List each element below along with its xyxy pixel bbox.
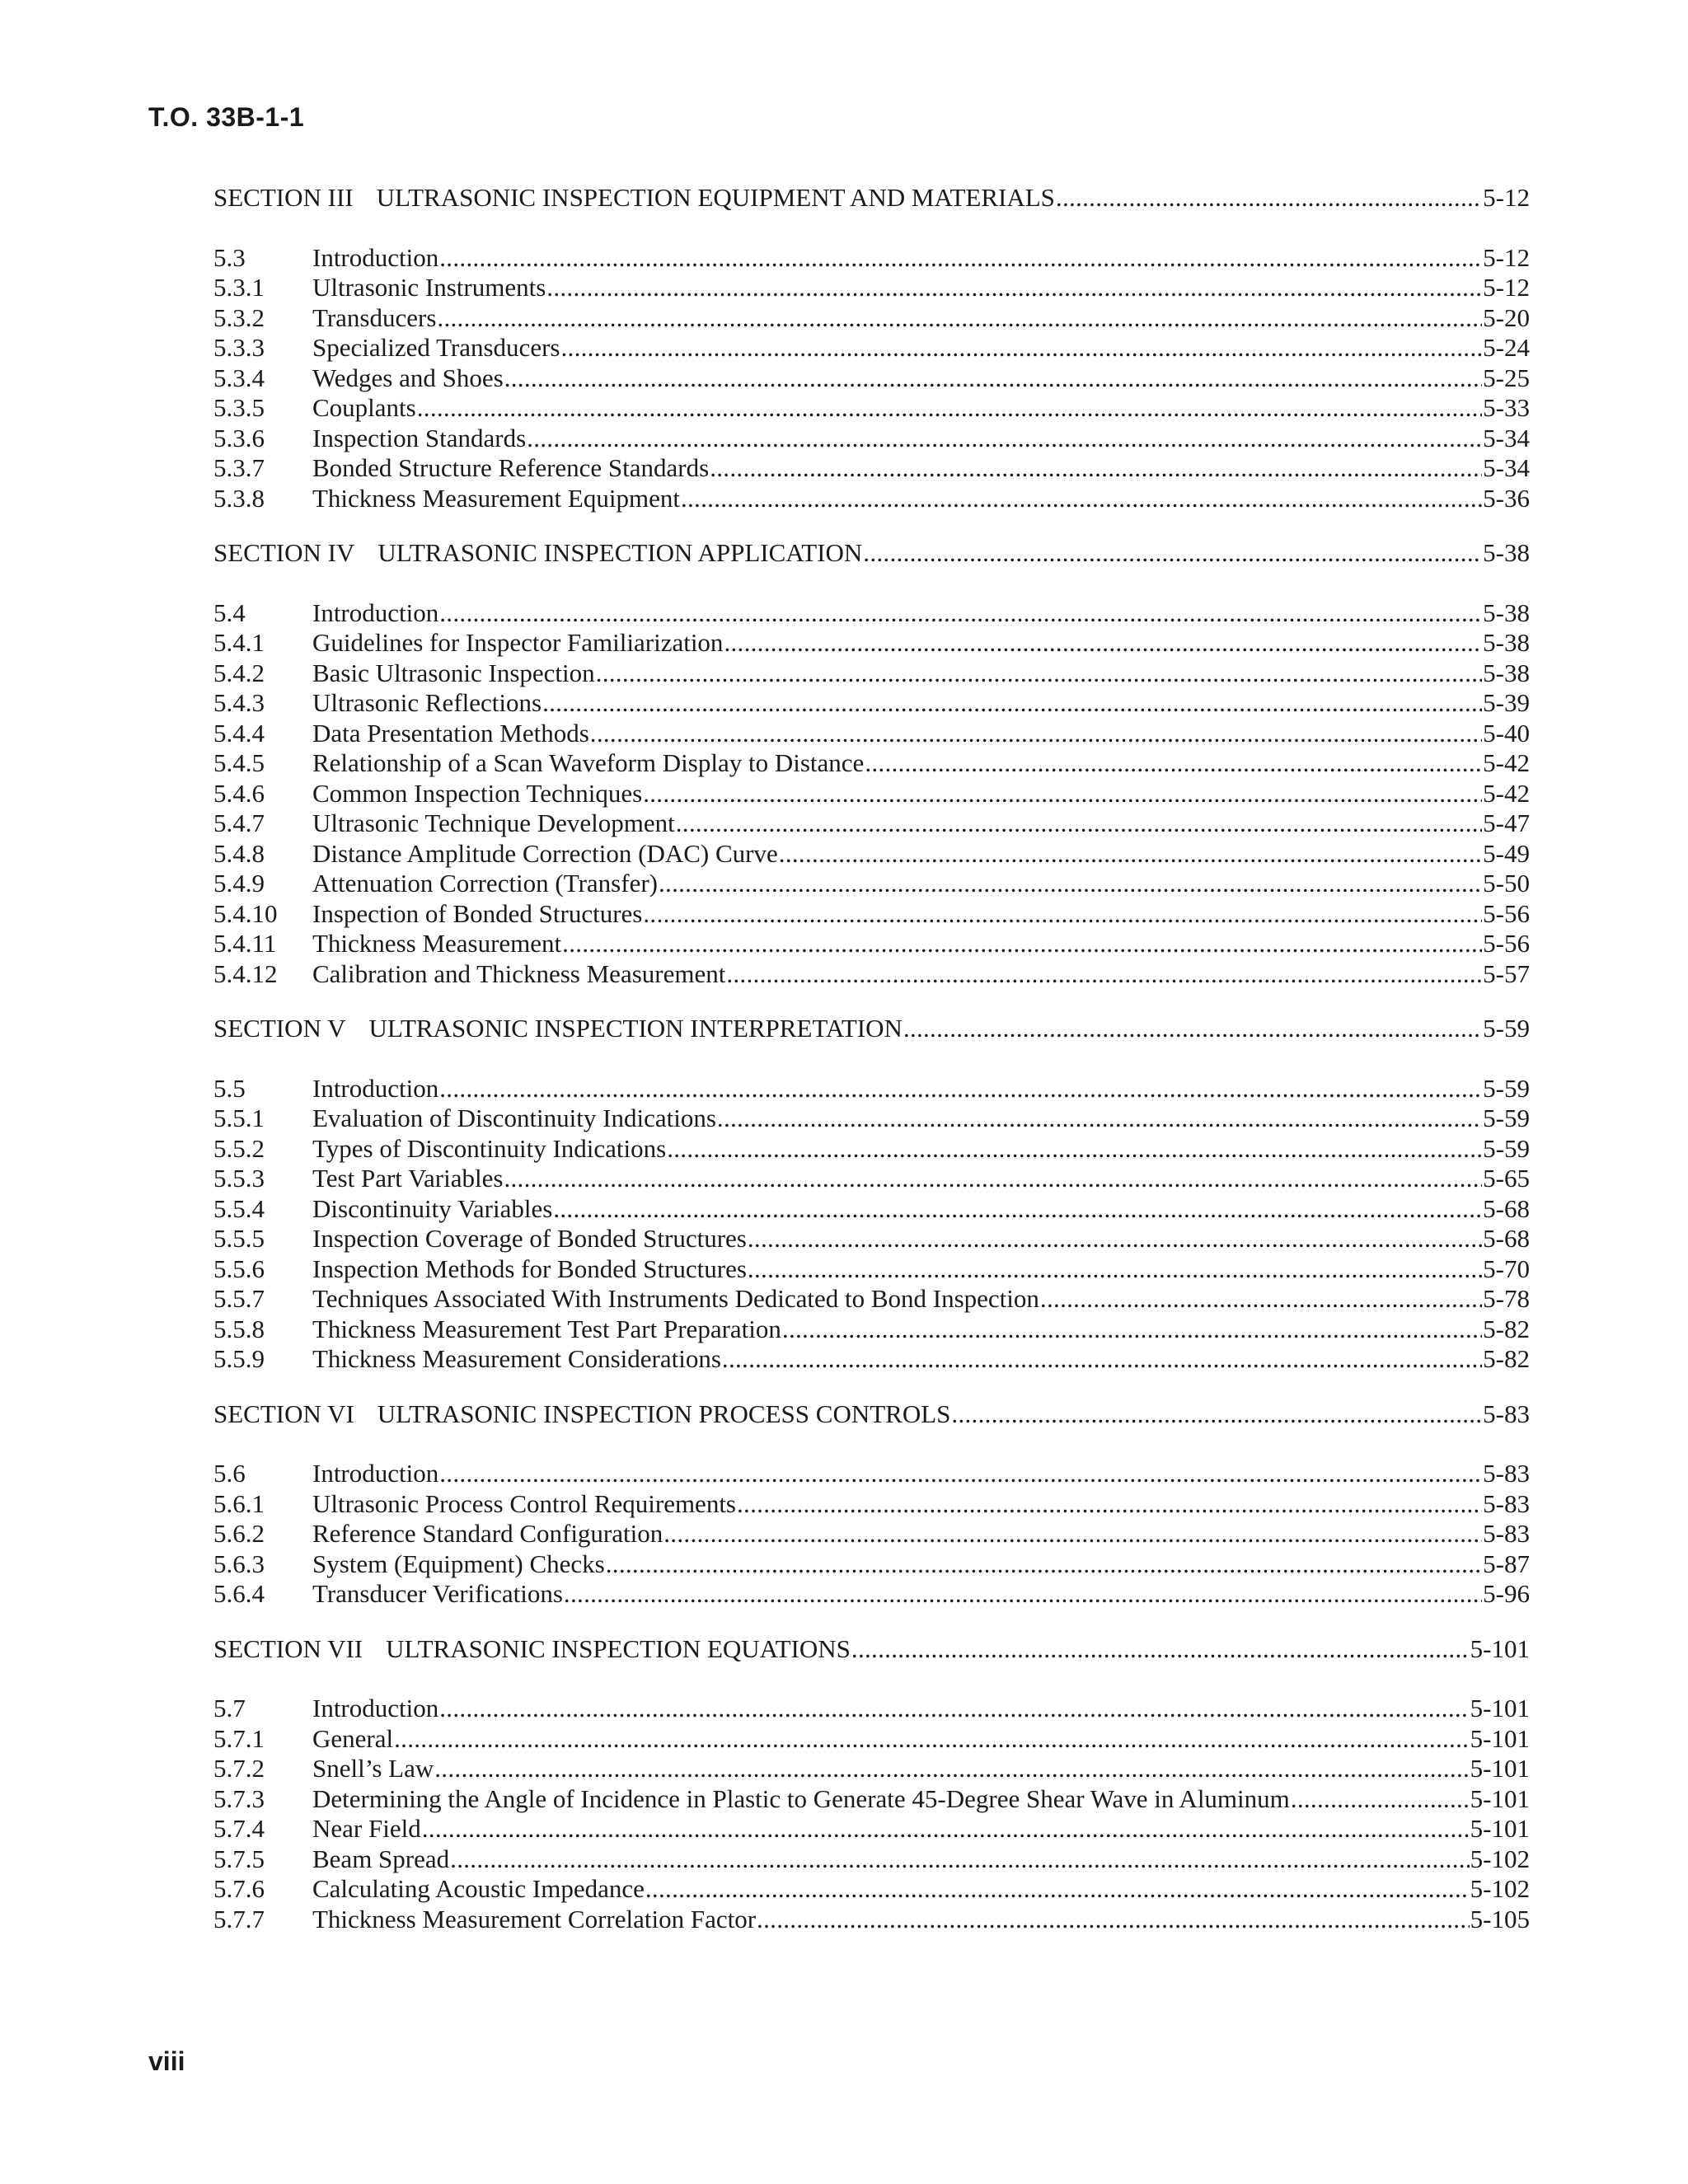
toc-entry[interactable] bbox=[213, 484, 1530, 514]
entry-title: Ultrasonic Instruments bbox=[312, 273, 546, 302]
toc-entry[interactable] bbox=[213, 869, 1530, 899]
section-label: SECTION VI bbox=[213, 1399, 354, 1428]
entry-number: 5.5.5 bbox=[213, 1224, 265, 1253]
toc-entry[interactable] bbox=[213, 628, 1530, 658]
entry-page: 5-40 bbox=[1483, 718, 1530, 748]
dot-leader bbox=[422, 1814, 1470, 1844]
entry-page: 5-42 bbox=[1483, 778, 1530, 808]
entry-page: 5-12 bbox=[1483, 242, 1530, 272]
entry-page: 5-12 bbox=[1483, 273, 1530, 302]
dot-leader bbox=[606, 1549, 1482, 1580]
dot-leader bbox=[542, 688, 1482, 719]
entry-title: Test Part Variables bbox=[312, 1164, 504, 1193]
toc-entry[interactable] bbox=[213, 1134, 1530, 1165]
section-page: 5-83 bbox=[1483, 1399, 1530, 1428]
entry-page: 5-96 bbox=[1483, 1579, 1530, 1608]
dot-leader bbox=[417, 393, 1482, 424]
dot-leader bbox=[667, 1134, 1482, 1165]
entry-page: 5-68 bbox=[1483, 1193, 1530, 1223]
entry-page: 5-25 bbox=[1483, 363, 1530, 392]
dot-leader bbox=[951, 1399, 1482, 1430]
dot-leader bbox=[748, 1224, 1482, 1254]
toc-entry[interactable] bbox=[213, 1784, 1530, 1815]
entry-page: 5-20 bbox=[1483, 302, 1530, 332]
toc-entry[interactable] bbox=[213, 1844, 1530, 1875]
section-title: ULTRASONIC INSPECTION INTERPRETATION bbox=[368, 1014, 903, 1043]
entry-number: 5.3.6 bbox=[213, 423, 265, 452]
toc-entry[interactable] bbox=[213, 424, 1530, 454]
entry-page: 5-33 bbox=[1483, 393, 1530, 422]
dot-leader bbox=[504, 363, 1482, 394]
entry-title: Discontinuity Variables bbox=[312, 1193, 553, 1223]
dot-leader bbox=[504, 1164, 1482, 1194]
toc-entry[interactable] bbox=[213, 1579, 1530, 1610]
entry-title: Calibration and Thickness Measurement bbox=[312, 958, 726, 988]
entry-number: 5.6.1 bbox=[213, 1488, 265, 1518]
entry-number: 5.4.11 bbox=[213, 929, 277, 958]
entry-page: 5-49 bbox=[1483, 838, 1530, 868]
dot-leader bbox=[748, 1254, 1482, 1285]
dot-leader bbox=[851, 1634, 1470, 1665]
entry-title: Determining the Angle of Incidence in Plastic to Generate 45-Degree Shear Wave in Aluminum bbox=[312, 1783, 1290, 1813]
dot-leader bbox=[726, 959, 1482, 990]
toc-entry[interactable] bbox=[213, 719, 1530, 749]
entry-page: 5-47 bbox=[1483, 808, 1530, 837]
section-title: ULTRASONIC INSPECTION APPLICATION bbox=[377, 538, 863, 567]
dot-leader bbox=[1056, 183, 1482, 213]
dot-leader bbox=[865, 748, 1482, 779]
dot-leader bbox=[596, 658, 1483, 689]
entry-title: Calculating Acoustic Impedance bbox=[312, 1874, 645, 1903]
toc-entry[interactable] bbox=[213, 748, 1530, 779]
entry-title: Inspection Coverage of Bonded Structures bbox=[312, 1224, 747, 1253]
entry-page: 5-34 bbox=[1483, 453, 1530, 482]
toc-section bbox=[213, 183, 1530, 513]
entry-title: Techniques Associated With Instruments Dedicated to Bond Inspection bbox=[312, 1284, 1039, 1313]
entry-page: 5-101 bbox=[1470, 1814, 1530, 1843]
toc-entry[interactable] bbox=[213, 688, 1530, 719]
entry-title: Thickness Measurement Equipment bbox=[312, 483, 680, 513]
toc-entry[interactable] bbox=[213, 333, 1530, 363]
toc-entry[interactable] bbox=[213, 1254, 1530, 1285]
toc-entry[interactable] bbox=[213, 303, 1530, 334]
entry-page: 5-101 bbox=[1470, 1694, 1530, 1722]
dot-leader bbox=[659, 869, 1482, 899]
toc-entry[interactable] bbox=[213, 1489, 1530, 1520]
toc-section bbox=[213, 538, 1530, 989]
entry-number: 5.3.8 bbox=[213, 483, 265, 513]
dot-leader bbox=[560, 333, 1482, 363]
dot-leader bbox=[779, 839, 1482, 869]
entry-number: 5.7.7 bbox=[213, 1904, 265, 1933]
entry-number: 5.4.3 bbox=[213, 688, 265, 717]
section-heading[interactable] bbox=[213, 1014, 1530, 1044]
section-heading[interactable] bbox=[213, 183, 1530, 213]
entry-title: Inspection Standards bbox=[312, 423, 527, 452]
entry-number: 5.3.3 bbox=[213, 333, 265, 362]
toc-entry[interactable] bbox=[213, 1754, 1530, 1784]
entry-page: 5-38 bbox=[1483, 598, 1530, 627]
section-page: 5-38 bbox=[1483, 538, 1530, 567]
dot-leader bbox=[663, 1519, 1482, 1549]
toc-entry[interactable] bbox=[213, 363, 1530, 394]
entry-title: Thickness Measurement Test Part Preparation bbox=[312, 1314, 781, 1343]
entry-title: Inspection of Bonded Structures bbox=[312, 898, 643, 928]
toc-entry[interactable] bbox=[213, 1284, 1530, 1315]
toc-entry[interactable] bbox=[213, 779, 1530, 809]
entry-number: 5.4.2 bbox=[213, 658, 265, 687]
dot-leader bbox=[546, 273, 1482, 303]
entry-page: 5-59 bbox=[1483, 1073, 1530, 1103]
entry-title: Evaluation of Discontinuity Indications bbox=[312, 1104, 716, 1132]
entry-title: Common Inspection Techniques bbox=[312, 778, 643, 808]
section-label: SECTION III bbox=[213, 183, 354, 212]
toc-section bbox=[213, 1634, 1530, 1935]
dot-leader bbox=[590, 719, 1482, 749]
entry-page: 5-68 bbox=[1483, 1224, 1530, 1253]
toc-entry[interactable] bbox=[213, 899, 1530, 930]
entry-number: 5.5.4 bbox=[213, 1193, 265, 1223]
entry-number: 5.4.7 bbox=[213, 808, 265, 837]
entry-title: Inspection Methods for Bonded Structures bbox=[312, 1254, 747, 1283]
dot-leader bbox=[450, 1844, 1470, 1875]
page-number: viii bbox=[148, 2046, 185, 2076]
entry-number: 5.7.4 bbox=[213, 1814, 265, 1843]
entry-number: 5.6.3 bbox=[213, 1549, 265, 1578]
toc-entry[interactable] bbox=[213, 393, 1530, 424]
entry-page: 5-87 bbox=[1483, 1549, 1530, 1578]
entry-number: 5.5.8 bbox=[213, 1314, 265, 1343]
entry-title: Ultrasonic Process Control Requirements bbox=[312, 1488, 736, 1518]
entry-number: 5.4.8 bbox=[213, 838, 265, 868]
section-label: SECTION VII bbox=[213, 1633, 363, 1663]
section-title: ULTRASONIC INSPECTION EQUIPMENT AND MATERIALS bbox=[376, 183, 1055, 212]
entry-number: 5.5 bbox=[213, 1073, 246, 1103]
entry-title: Introduction bbox=[312, 1694, 439, 1722]
entry-page: 5-70 bbox=[1483, 1254, 1530, 1283]
dot-leader bbox=[439, 1459, 1482, 1489]
entry-title: General bbox=[312, 1723, 394, 1753]
toc-entry[interactable] bbox=[213, 598, 1530, 629]
entry-page: 5-82 bbox=[1483, 1344, 1530, 1373]
section-title: ULTRASONIC INSPECTION PROCESS CONTROLS bbox=[377, 1399, 951, 1428]
toc-entry[interactable] bbox=[213, 1724, 1530, 1755]
entry-number: 5.5.1 bbox=[213, 1104, 265, 1132]
entry-page: 5-101 bbox=[1470, 1754, 1530, 1783]
entry-number: 5.7 bbox=[213, 1694, 246, 1722]
entry-number: 5.4.4 bbox=[213, 718, 265, 748]
toc-entry[interactable] bbox=[213, 1074, 1530, 1104]
entry-number: 5.7.5 bbox=[213, 1844, 265, 1873]
entry-number: 5.3.5 bbox=[213, 393, 265, 422]
entry-number: 5.5.6 bbox=[213, 1254, 265, 1283]
entry-page: 5-83 bbox=[1483, 1519, 1530, 1548]
dot-leader bbox=[437, 303, 1482, 334]
toc-entry[interactable] bbox=[213, 1814, 1530, 1844]
dot-leader bbox=[439, 1074, 1482, 1104]
toc-entry[interactable] bbox=[213, 1694, 1530, 1724]
dot-leader bbox=[527, 424, 1482, 454]
toc-entry[interactable] bbox=[213, 1459, 1530, 1489]
table-of-contents bbox=[213, 183, 1530, 1934]
section-title: ULTRASONIC INSPECTION EQUATIONS bbox=[386, 1633, 851, 1663]
dot-leader bbox=[724, 628, 1482, 658]
dot-leader bbox=[553, 1194, 1482, 1225]
entry-title: Introduction bbox=[312, 242, 439, 272]
entry-title: Thickness Measurement bbox=[312, 929, 562, 958]
entry-number: 5.7.3 bbox=[213, 1783, 265, 1813]
entry-title: Snell’s Law bbox=[312, 1754, 434, 1783]
toc-entry[interactable] bbox=[213, 1549, 1530, 1580]
entry-title: Couplants bbox=[312, 393, 416, 422]
toc-entry[interactable] bbox=[213, 839, 1530, 869]
entry-page: 5-39 bbox=[1483, 688, 1530, 717]
entry-number: 5.4.10 bbox=[213, 898, 278, 928]
entry-number: 5.3 bbox=[213, 242, 246, 272]
toc-entry[interactable] bbox=[213, 1519, 1530, 1549]
toc-entry[interactable] bbox=[213, 1874, 1530, 1905]
toc-section bbox=[213, 1014, 1530, 1375]
toc-section bbox=[213, 1399, 1530, 1610]
section-heading[interactable] bbox=[213, 538, 1530, 569]
entry-page: 5-38 bbox=[1483, 658, 1530, 687]
entry-number: 5.5.9 bbox=[213, 1344, 265, 1373]
dot-leader bbox=[717, 1104, 1482, 1134]
entry-title: Introduction bbox=[312, 1459, 439, 1488]
dot-leader bbox=[562, 929, 1482, 959]
entry-page: 5-59 bbox=[1483, 1104, 1530, 1132]
entry-title: Basic Ultrasonic Inspection bbox=[312, 658, 595, 687]
entry-title: Transducer Verifications bbox=[312, 1579, 563, 1608]
entry-page: 5-83 bbox=[1483, 1459, 1530, 1488]
entry-page: 5-102 bbox=[1470, 1874, 1530, 1903]
toc-entry[interactable] bbox=[213, 1224, 1530, 1254]
entry-number: 5.4.5 bbox=[213, 748, 265, 777]
entry-number: 5.6.2 bbox=[213, 1519, 265, 1548]
entry-title: Distance Amplitude Correction (DAC) Curve bbox=[312, 838, 778, 868]
entry-number: 5.7.1 bbox=[213, 1723, 265, 1753]
entry-title: Thickness Measurement Considerations bbox=[312, 1344, 721, 1373]
entry-page: 5-102 bbox=[1470, 1844, 1530, 1873]
toc-entry[interactable] bbox=[213, 1905, 1530, 1935]
section-heading[interactable] bbox=[213, 1399, 1530, 1430]
entry-number: 5.4.9 bbox=[213, 869, 265, 898]
toc-entry[interactable] bbox=[213, 1315, 1530, 1345]
toc-entry[interactable] bbox=[213, 1164, 1530, 1194]
entry-number: 5.3.1 bbox=[213, 273, 265, 302]
dot-leader bbox=[757, 1905, 1470, 1935]
entry-title: Attenuation Correction (Transfer) bbox=[312, 869, 658, 898]
entry-title: Reference Standard Configuration bbox=[312, 1519, 663, 1548]
entry-title: Bonded Structure Reference Standards bbox=[312, 453, 710, 482]
entry-title: Relationship of a Scan Waveform Display to Distance bbox=[312, 748, 865, 777]
dot-leader bbox=[564, 1579, 1482, 1610]
toc-entry[interactable] bbox=[213, 808, 1530, 839]
toc-entry[interactable] bbox=[213, 959, 1530, 990]
section-heading[interactable] bbox=[213, 1634, 1530, 1665]
toc-entry[interactable] bbox=[213, 243, 1530, 274]
entry-page: 5-82 bbox=[1483, 1314, 1530, 1343]
entry-number: 5.3.7 bbox=[213, 453, 265, 482]
toc-entry[interactable] bbox=[213, 1194, 1530, 1225]
entry-page: 5-101 bbox=[1470, 1783, 1530, 1813]
dot-leader bbox=[903, 1014, 1482, 1044]
entry-page: 5-105 bbox=[1470, 1904, 1530, 1933]
dot-leader bbox=[643, 899, 1482, 930]
entry-title: Ultrasonic Technique Development bbox=[312, 808, 675, 837]
entry-title: Beam Spread bbox=[312, 1844, 450, 1873]
entry-title: System (Equipment) Checks bbox=[312, 1549, 605, 1578]
dot-leader bbox=[782, 1315, 1482, 1345]
dot-leader bbox=[439, 243, 1482, 274]
document-id: T.O. 33B-1-1 bbox=[148, 102, 305, 132]
toc-entry[interactable] bbox=[213, 453, 1530, 484]
entry-number: 5.7.2 bbox=[213, 1754, 265, 1783]
entry-page: 5-36 bbox=[1483, 483, 1530, 513]
entry-page: 5-59 bbox=[1483, 1133, 1530, 1163]
dot-leader bbox=[863, 538, 1482, 569]
section-label: SECTION V bbox=[213, 1014, 346, 1043]
entry-page: 5-56 bbox=[1483, 898, 1530, 928]
entry-number: 5.4 bbox=[213, 598, 246, 627]
entry-title: Types of Discontinuity Indications bbox=[312, 1133, 667, 1163]
entry-title: Thickness Measurement Correlation Factor bbox=[312, 1904, 757, 1933]
entry-number: 5.7.6 bbox=[213, 1874, 265, 1903]
entry-title: Guidelines for Inspector Familiarization bbox=[312, 628, 724, 657]
dot-leader bbox=[737, 1489, 1482, 1520]
dot-leader bbox=[722, 1344, 1482, 1375]
dot-leader bbox=[676, 808, 1482, 839]
dot-leader bbox=[643, 779, 1482, 809]
entry-page: 5-34 bbox=[1483, 423, 1530, 452]
dot-leader bbox=[439, 598, 1482, 629]
entry-title: Data Presentation Methods bbox=[312, 718, 589, 748]
entry-number: 5.4.6 bbox=[213, 778, 265, 808]
toc-entry[interactable] bbox=[213, 658, 1530, 689]
entry-page: 5-78 bbox=[1483, 1284, 1530, 1313]
toc-entry[interactable] bbox=[213, 1104, 1530, 1134]
entry-page: 5-57 bbox=[1483, 958, 1530, 988]
dot-leader bbox=[1291, 1784, 1470, 1815]
dot-leader bbox=[434, 1754, 1469, 1784]
entry-title: Specialized Transducers bbox=[312, 333, 560, 362]
dot-leader bbox=[394, 1724, 1470, 1755]
section-page: 5-101 bbox=[1470, 1633, 1530, 1663]
entry-title: Transducers bbox=[312, 302, 437, 332]
dot-leader bbox=[681, 484, 1482, 514]
toc-entry[interactable] bbox=[213, 1344, 1530, 1375]
entry-title: Wedges and Shoes bbox=[312, 363, 504, 392]
entry-number: 5.4.12 bbox=[213, 958, 278, 988]
entry-title: Ultrasonic Reflections bbox=[312, 688, 542, 717]
dot-leader bbox=[710, 453, 1482, 484]
dot-leader bbox=[645, 1874, 1470, 1905]
entry-number: 5.5.2 bbox=[213, 1133, 265, 1163]
dot-leader bbox=[1040, 1284, 1482, 1315]
entry-title: Near Field bbox=[312, 1814, 421, 1843]
entry-number: 5.5.3 bbox=[213, 1164, 265, 1193]
entry-page: 5-50 bbox=[1483, 869, 1530, 898]
entry-number: 5.6 bbox=[213, 1459, 246, 1488]
entry-number: 5.3.4 bbox=[213, 363, 265, 392]
section-label: SECTION IV bbox=[213, 538, 355, 567]
toc-entry[interactable] bbox=[213, 273, 1530, 303]
section-page: 5-59 bbox=[1483, 1014, 1530, 1043]
entry-number: 5.6.4 bbox=[213, 1579, 265, 1608]
entry-number: 5.4.1 bbox=[213, 628, 265, 657]
dot-leader bbox=[439, 1694, 1469, 1724]
entry-title: Introduction bbox=[312, 1073, 439, 1103]
entry-page: 5-56 bbox=[1483, 929, 1530, 958]
entry-number: 5.5.7 bbox=[213, 1284, 265, 1313]
entry-page: 5-101 bbox=[1470, 1723, 1530, 1753]
entry-page: 5-38 bbox=[1483, 628, 1530, 657]
entry-title: Introduction bbox=[312, 598, 439, 627]
entry-page: 5-24 bbox=[1483, 333, 1530, 362]
entry-page: 5-42 bbox=[1483, 748, 1530, 777]
entry-page: 5-65 bbox=[1483, 1164, 1530, 1193]
entry-number: 5.3.2 bbox=[213, 302, 265, 332]
section-page: 5-12 bbox=[1483, 183, 1530, 212]
toc-entry[interactable] bbox=[213, 929, 1530, 959]
entry-page: 5-83 bbox=[1483, 1488, 1530, 1518]
